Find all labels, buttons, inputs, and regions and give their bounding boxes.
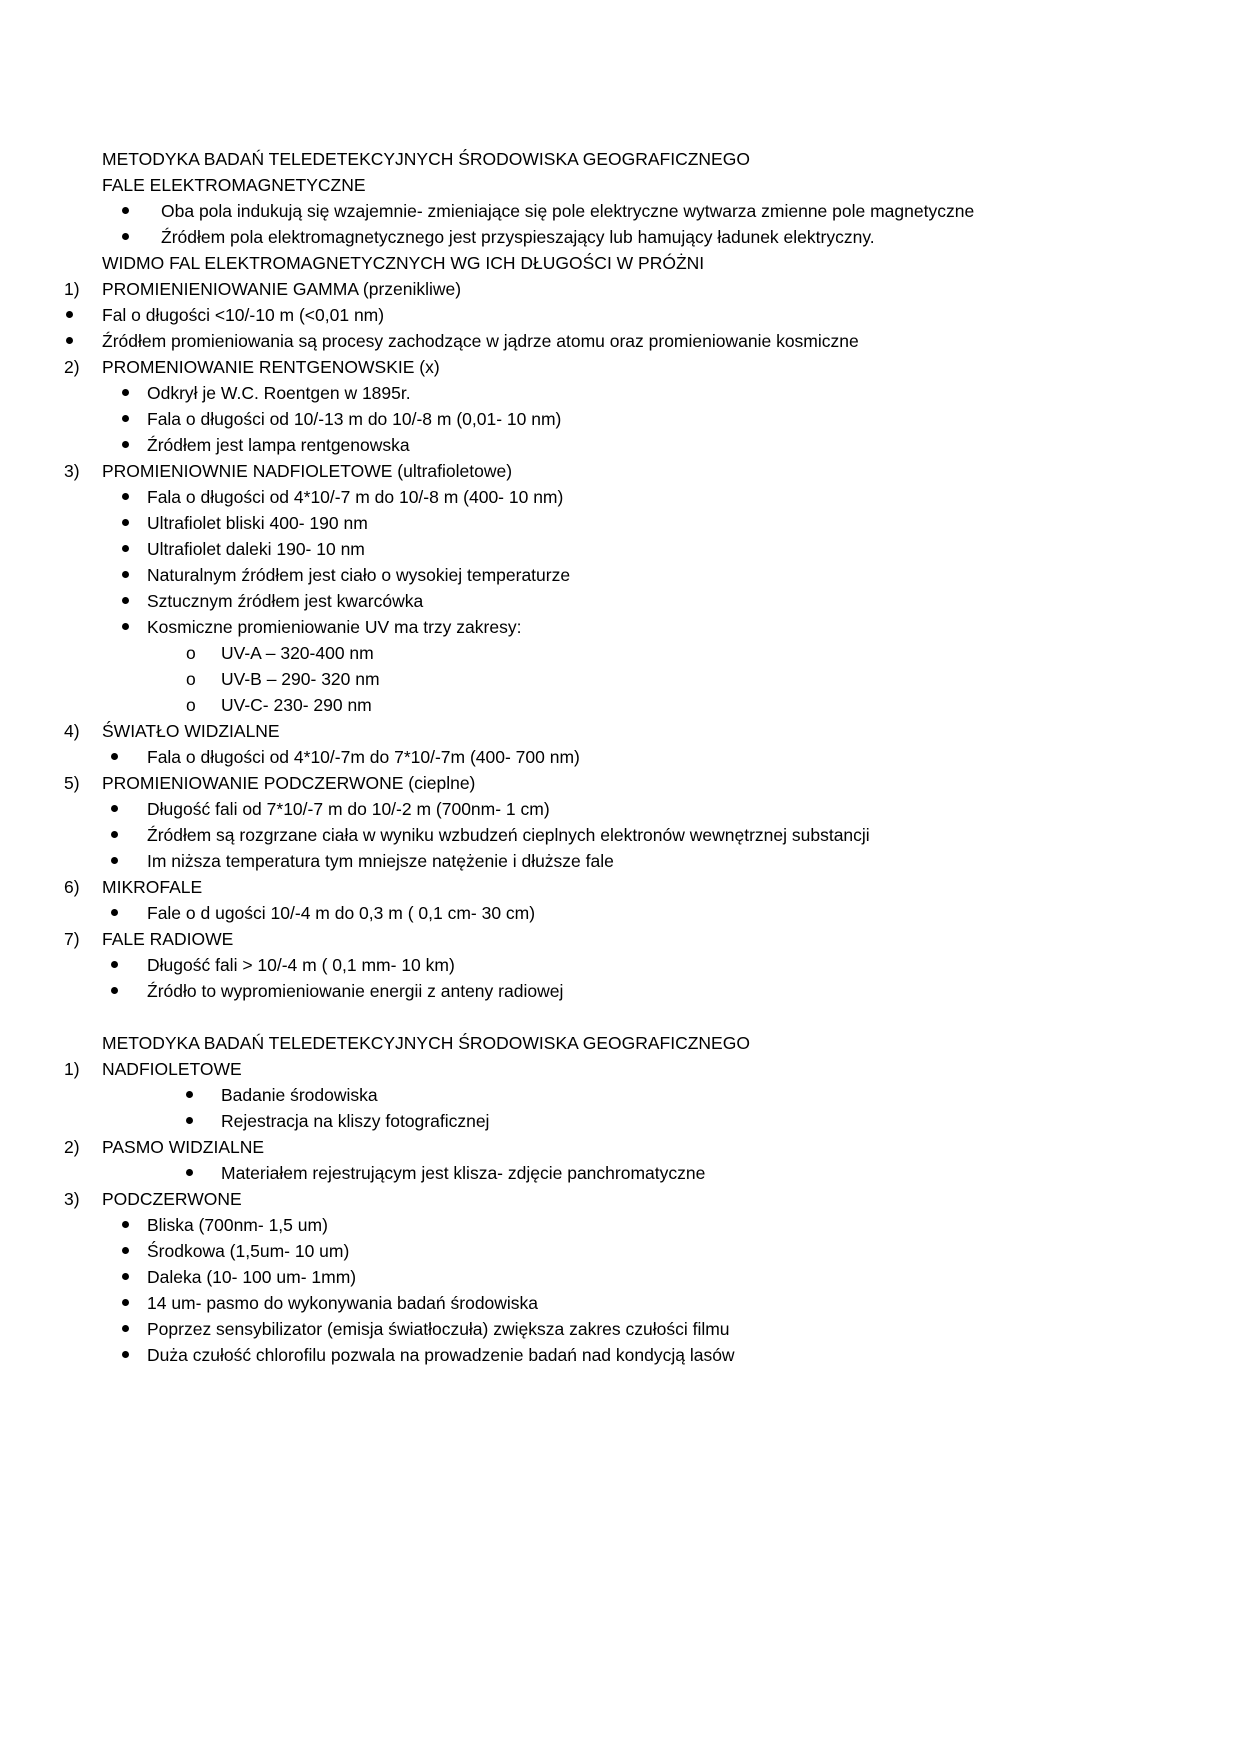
bullet-icon — [186, 1117, 193, 1124]
list-item: Im niższa temperatura tym mniejsze natężenie i dłuższe fale — [147, 851, 614, 871]
list-heading: FALE RADIOWE — [102, 929, 234, 949]
list-heading: MIKROFALE — [102, 877, 203, 897]
list-item: Fala o długości od 4*10/-7m do 7*10/-7m (400- 700 nm) — [147, 747, 580, 767]
bullet-icon — [122, 441, 129, 448]
list-item: Źródłem pola elektromagnetycznego jest przyspieszający lub hamujący ładunek elektryczny. — [161, 227, 875, 247]
document-title: METODYKA BADAŃ TELEDETEKCYJNYCH ŚRODOWISKA GEOGRAFICZNEGO — [102, 1033, 750, 1053]
bullet-icon — [122, 1273, 129, 1280]
list-number: 1) — [64, 1059, 80, 1079]
sub-list-item: UV-A – 320-400 nm — [221, 643, 374, 663]
list-number: 1) — [64, 279, 80, 299]
list-item: Odkrył je W.C. Roentgen w 1895r. — [147, 383, 411, 403]
list-number: 3) — [64, 1189, 80, 1209]
list-number: 6) — [64, 877, 80, 897]
bullet-icon — [111, 753, 118, 760]
list-item: Długość fali > 10/-4 m ( 0,1 mm- 10 km) — [147, 955, 455, 975]
bullet-icon — [186, 1169, 193, 1176]
list-item: 14 um- pasmo do wykonywania badań środowiska — [147, 1293, 539, 1313]
section-title: FALE ELEKTROMAGNETYCZNE — [102, 175, 366, 195]
list-number: 2) — [64, 1137, 80, 1157]
bullet-icon — [122, 207, 129, 214]
list-item: Źródłem są rozgrzane ciała w wyniku wzbudzeń cieplnych elektronów wewnętrznej substancji — [147, 825, 870, 845]
list-item: Źródło to wypromieniowanie energii z anteny radiowej — [147, 981, 564, 1001]
bullet-icon — [111, 831, 118, 838]
list-number: 7) — [64, 929, 80, 949]
list-heading: PROMIENIENIOWANIE GAMMA (przenikliwe) — [102, 279, 462, 299]
bullet-icon — [122, 571, 129, 578]
bullet-icon — [122, 545, 129, 552]
list-item: Daleka (10- 100 um- 1mm) — [147, 1267, 357, 1287]
sub-bullet-marker: o — [186, 643, 196, 663]
list-item: Ultrafiolet bliski 400- 190 nm — [147, 513, 368, 533]
list-item: Środkowa (1,5um- 10 um) — [147, 1241, 350, 1261]
list-number: 2) — [64, 357, 80, 377]
list-item: Rejestracja na kliszy fotograficznej — [221, 1111, 490, 1131]
list-item: Źródłem jest lampa rentgenowska — [147, 435, 410, 455]
bullet-icon — [122, 389, 129, 396]
list-item: Kosmiczne promieniowanie UV ma trzy zakresy: — [147, 617, 522, 637]
document-title: METODYKA BADAŃ TELEDETEKCYJNYCH ŚRODOWISKA GEOGRAFICZNEGO — [102, 149, 750, 169]
list-item: Badanie środowiska — [221, 1085, 378, 1105]
list-item: Materiałem rejestrującym jest klisza- zdjęcie panchromatyczne — [221, 1163, 706, 1183]
bullet-icon — [111, 857, 118, 864]
bullet-icon — [111, 909, 118, 916]
bullet-icon — [111, 961, 118, 968]
bullet-icon — [122, 1247, 129, 1254]
list-item: Fala o długości od 10/-13 m do 10/-8 m (0,01- 10 nm) — [147, 409, 562, 429]
bullet-icon — [122, 519, 129, 526]
bullet-icon — [122, 1351, 129, 1358]
list-heading: PROMENIOWANIE RENTGENOWSKIE (x) — [102, 357, 440, 377]
list-heading: PODCZERWONE — [102, 1189, 242, 1209]
list-item: Długość fali od 7*10/-7 m do 10/-2 m (700nm- 1 cm) — [147, 799, 550, 819]
list-item: Źródłem promieniowania są procesy zachodzące w jądrze atomu oraz promieniowanie kosmiczne — [102, 331, 859, 351]
bullet-icon — [122, 1299, 129, 1306]
bullet-icon — [122, 233, 129, 240]
list-heading: PROMIENIOWANIE PODCZERWONE (cieplne) — [102, 773, 476, 793]
bullet-icon — [122, 493, 129, 500]
list-item: Naturalnym źródłem jest ciało o wysokiej temperaturze — [147, 565, 571, 585]
bullet-icon — [122, 623, 129, 630]
list-item: Duża czułość chlorofilu pozwala na prowadzenie badań nad kondycją lasów — [147, 1345, 735, 1365]
list-heading: NADFIOLETOWE — [102, 1059, 242, 1079]
bullet-icon — [122, 1221, 129, 1228]
list-number: 3) — [64, 461, 80, 481]
list-item: Fala o długości od 4*10/-7 m do 10/-8 m (400- 10 nm) — [147, 487, 564, 507]
list-heading: PASMO WIDZIALNE — [102, 1137, 265, 1157]
list-heading: ŚWIATŁO WIDZIALNE — [102, 721, 280, 741]
list-item: Ultrafiolet daleki 190- 10 nm — [147, 539, 365, 559]
list-number: 5) — [64, 773, 80, 793]
list-heading: PROMIENIOWNIE NADFIOLETOWE (ultrafioletowe) — [102, 461, 513, 481]
list-item: Poprzez sensybilizator (emisja światłoczuła) zwiększa zakres czułości filmu — [147, 1319, 730, 1339]
sub-list-item: UV-B – 290- 320 nm — [221, 669, 380, 689]
bullet-icon — [111, 805, 118, 812]
bullet-icon — [122, 597, 129, 604]
list-item: Bliska (700nm- 1,5 um) — [147, 1215, 328, 1235]
bullet-icon — [122, 415, 129, 422]
list-item: Oba pola indukują się wzajemnie- zmieniające się pole elektryczne wytwarza zmienne pole magnetyczne — [161, 201, 975, 221]
sub-list-item: UV-C- 230- 290 nm — [221, 695, 372, 715]
bullet-icon — [66, 337, 73, 344]
list-number: 4) — [64, 721, 80, 741]
list-item: Fal o długości <10/-10 m (<0,01 nm) — [102, 305, 385, 325]
bullet-icon — [66, 311, 73, 318]
list-item: Fale o d ugości 10/-4 m do 0,3 m ( 0,1 cm- 30 cm) — [147, 903, 536, 923]
list-item: Sztucznym źródłem jest kwarcówka — [147, 591, 424, 611]
bullet-icon — [122, 1325, 129, 1332]
section-title: WIDMO FAL ELEKTROMAGNETYCZNYCH WG ICH DŁUGOŚCI W PRÓŻNI — [102, 253, 705, 273]
sub-bullet-marker: o — [186, 669, 196, 689]
bullet-icon — [186, 1091, 193, 1098]
sub-bullet-marker: o — [186, 695, 196, 715]
bullet-icon — [111, 987, 118, 994]
